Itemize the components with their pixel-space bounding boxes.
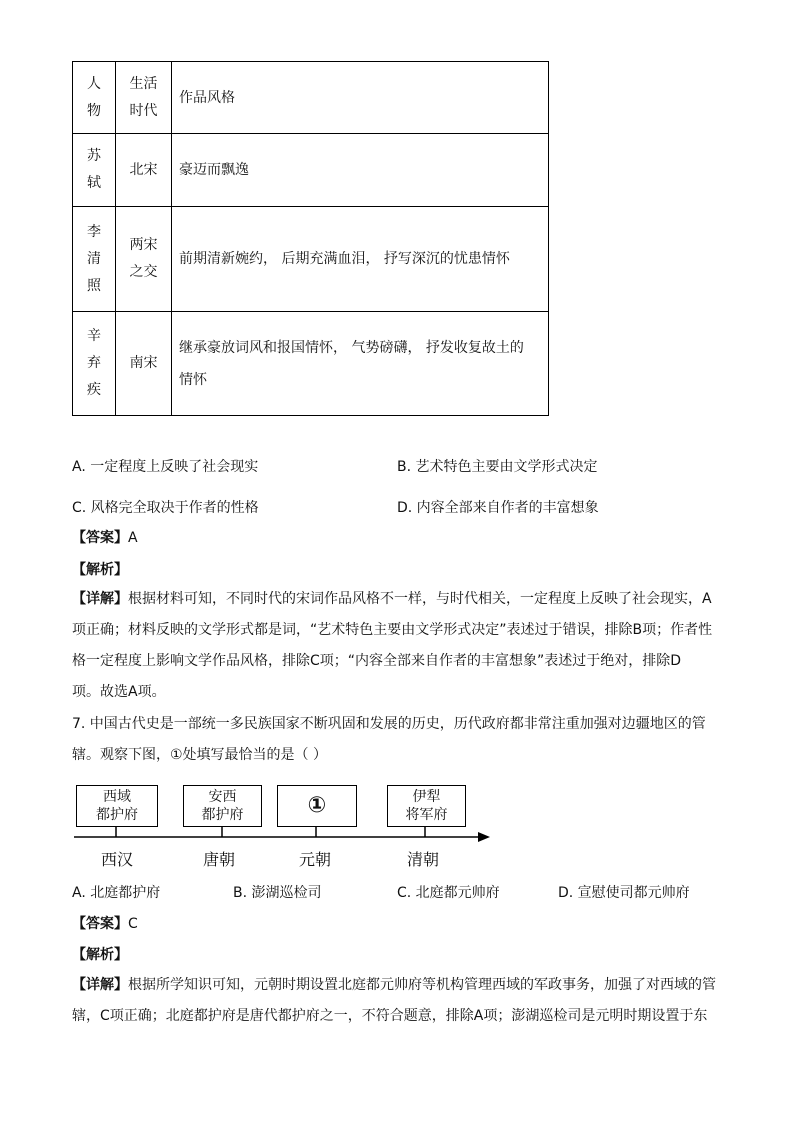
q7-detail — [72, 970, 722, 1032]
q6-answer: 【答案】A — [72, 530, 138, 546]
timeline-era-yuan: 元朝 — [299, 850, 332, 869]
style-cell: 豪迈而飘逸 — [172, 134, 549, 207]
style-cell: 继承豪放词风和报国情怀， 气势磅礴， 抒发收复故土的 情怀 — [172, 312, 549, 416]
timeline-box-qing: 伊犁 将军府 — [387, 785, 466, 827]
detail-line: 项正确；材料反映的文学形式都是词，“艺术特色主要由文学形式决定”表述过于错误，排除B项；作者性 — [72, 622, 713, 638]
header-era: 生活 时代 — [116, 62, 172, 134]
q7-option-d[interactable]: D. 宣慰使司都元帅府 — [558, 885, 690, 901]
era-cell: 北宋 — [116, 134, 172, 207]
detail-line: 【详解】根据所学知识可知，元朝时期设置北庭都元帅府等机构管理西域的军政事务，加强了对西域的管 — [72, 977, 716, 993]
stem-line: 7. 中国古代史是一部统一多民族国家不断巩固和发展的历史，历代政府都非常注重加强对边疆地区的管 — [72, 716, 706, 732]
q7-option-a[interactable]: A. 北庭都护府 — [72, 885, 161, 901]
timeline-axis — [70, 824, 500, 848]
detail-line: 项。故选A项。 — [72, 684, 166, 700]
table-header-row — [73, 62, 549, 134]
q7-option-c[interactable]: C. 北庭都元帅府 — [397, 885, 500, 901]
table-row — [73, 312, 549, 416]
timeline-box-tang: 安西 都护府 — [183, 785, 262, 827]
detail-line: 【详解】根据材料可知，不同时代的宋词作品风格不一样，与时代相关，一定程度上反映了社会现实，A — [72, 591, 712, 607]
detail-line: 辖，C项正确；北庭都护府是唐代都护府之一，不符合题意，排除A项；澎湖巡检司是元明时期设置于东 — [72, 1008, 708, 1024]
timeline-era-xihan: 西汉 — [101, 850, 134, 869]
person-cell: 苏 轼 — [73, 134, 116, 207]
q6-option-c[interactable]: C. 风格完全取决于作者的性格 — [72, 500, 259, 516]
q7-answer: 【答案】C — [72, 916, 138, 932]
table-row — [73, 134, 549, 207]
stem-line: 辖。观察下图，①处填写最恰当的是（ ） — [72, 747, 327, 763]
person-cell: 辛 弃 疾 — [73, 312, 116, 416]
style-cell: 前期清新婉约， 后期充满血泪， 抒写深沉的忧患情怀 — [172, 207, 549, 312]
q6-option-b[interactable]: B. 艺术特色主要由文学形式决定 — [397, 459, 598, 475]
q6-option-d[interactable]: D. 内容全部来自作者的丰富想象 — [397, 500, 599, 516]
poets-table — [72, 61, 549, 416]
timeline-box-xihan: 西域 都护府 — [76, 785, 158, 827]
era-cell: 南宋 — [116, 312, 172, 416]
detail-line: 格一定程度上影响文学作品风格，排除C项；“内容全部来自作者的丰富想象”表述过于绝对，排除D — [72, 653, 682, 669]
q6-detail — [72, 584, 722, 708]
q7-analysis-tag: 【解析】 — [72, 947, 128, 963]
era-cell: 两宋 之交 — [116, 207, 172, 312]
header-style: 作品风格 — [172, 62, 549, 134]
timeline-era-qing: 清朝 — [407, 850, 440, 869]
person-cell: 李 清 照 — [73, 207, 116, 312]
q7-option-b[interactable]: B. 澎湖巡检司 — [233, 885, 322, 901]
q6-option-a[interactable]: A. 一定程度上反映了社会现实 — [72, 459, 259, 475]
timeline-box-blank: ① — [277, 785, 357, 827]
table-row — [73, 207, 549, 312]
timeline-era-tang: 唐朝 — [203, 850, 236, 869]
header-person: 人 物 — [73, 62, 116, 134]
q6-analysis-tag: 【解析】 — [72, 562, 128, 578]
q7-stem — [72, 709, 722, 771]
